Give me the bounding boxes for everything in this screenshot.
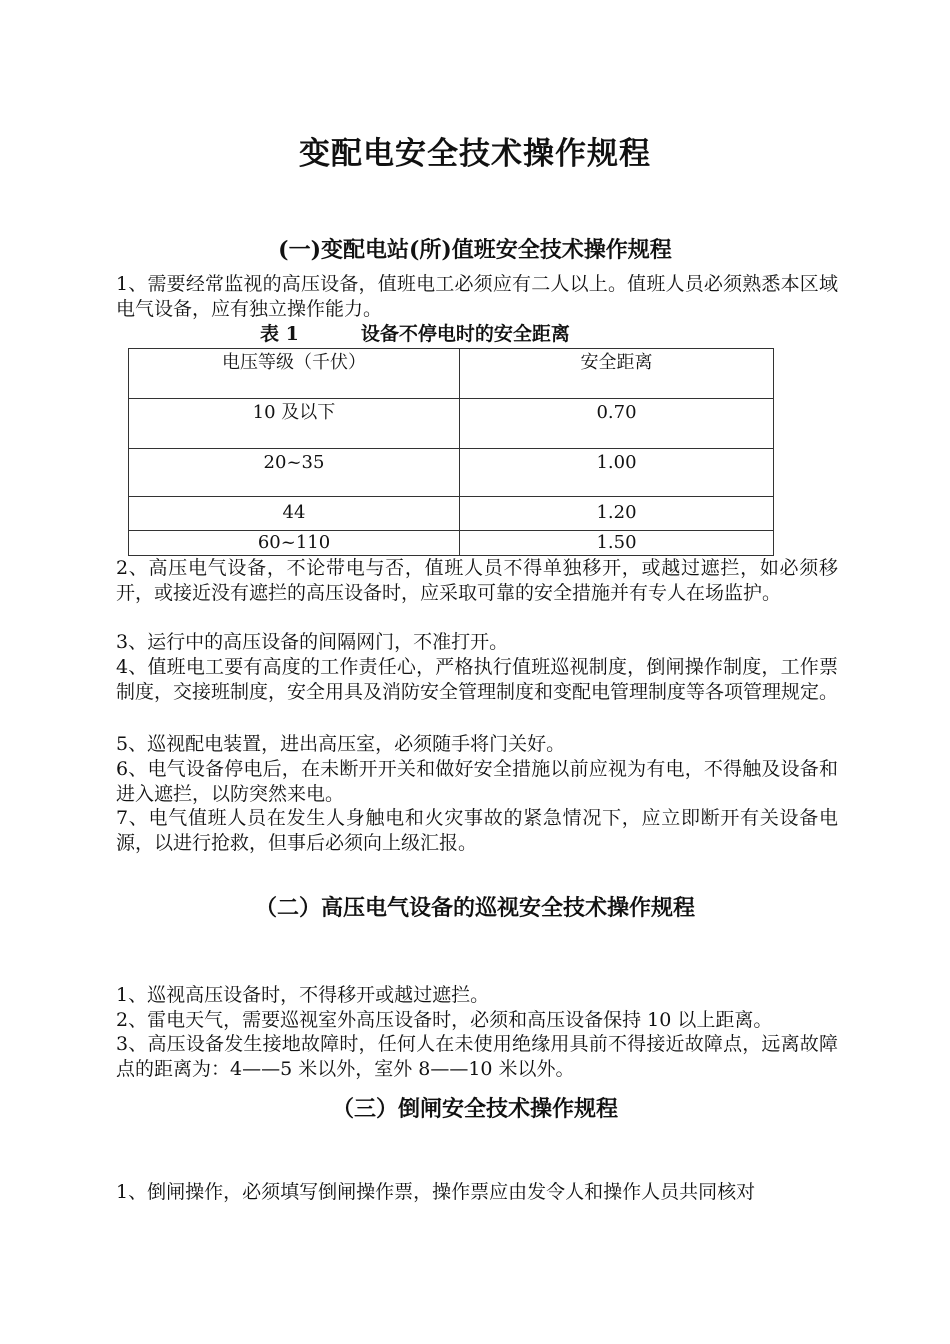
section3-heading: （三）倒闸安全技术操作规程 bbox=[331, 1096, 618, 1122]
section1-paragraph-1: 1、需要经常监视的高压设备，值班电工必须应有二人以上。值班人员必须熟悉本区域电气设备，应有独立操作能力。 bbox=[116, 273, 838, 320]
table-cell: 20~35 bbox=[129, 449, 460, 497]
section1-paragraph-4: 4、值班电工要有高度的工作责任心，严格执行值班巡视制度，倒闸操作制度，工作票制度，交接班制度，安全用具及消防安全管理制度和变配电管理制度等各项管理规定。 bbox=[116, 656, 839, 703]
section2-paragraph-2: 2、雷电天气，需要巡视室外高压设备时，必须和高压设备保持 10 以上距离。 bbox=[116, 1009, 773, 1031]
section2-paragraph-1: 1、巡视高压设备时，不得移开或越过遮拦。 bbox=[116, 984, 490, 1006]
table-row bbox=[129, 531, 774, 556]
section1-paragraph-6: 6、电气设备停电后，在未断开开关和做好安全措施以前应视为有电，不得触及设备和进入遮拦，以防突然来电。 bbox=[116, 758, 838, 805]
section1-paragraph-2: 2、高压电气设备，不论带电与否，值班人员不得单独移开，或越过遮拦，如必须移开，或接近没有遮拦的高压设备时，应采取可靠的安全措施并有专人在场监护。 bbox=[116, 557, 838, 604]
section1-paragraph-5: 5、巡视配电装置，进出高压室，必须随手将门关好。 bbox=[116, 733, 566, 755]
section3-paragraph-1: 1、倒闸操作，必须填写倒闸操作票，操作票应由发令人和操作人员共同核对 bbox=[116, 1181, 756, 1203]
table-row bbox=[129, 449, 774, 497]
table-row bbox=[129, 497, 774, 531]
table-cell: 1.20 bbox=[460, 497, 774, 531]
section1-heading: (一)变配电站(所)值班安全技术操作规程 bbox=[278, 237, 672, 263]
page-title: 变配电安全技术操作规程 bbox=[299, 136, 651, 172]
section1-paragraph-7: 7、电气值班人员在发生人身触电和火灾事故的紧急情况下，应立即断开有关设备电源，以进行抢救，但事后必须向上级汇报。 bbox=[116, 807, 838, 854]
table-cell: 0.70 bbox=[460, 399, 774, 449]
table-cell: 1.50 bbox=[460, 531, 774, 556]
table-cell: 1.00 bbox=[460, 449, 774, 497]
section2-paragraph-3: 3、高压设备发生接地故障时，任何人在未使用绝缘用具前不得接近故障点，远离故障点的距离为：4——5 米以外，室外 8——10 米以外。 bbox=[116, 1033, 838, 1080]
table-header-row bbox=[129, 349, 774, 399]
table-cell: 44 bbox=[129, 497, 460, 531]
table-header-cell: 电压等级（千伏） bbox=[129, 349, 460, 399]
section2-heading: （二）高压电气设备的巡视安全技术操作规程 bbox=[254, 895, 695, 921]
table-caption bbox=[260, 322, 570, 346]
section1-paragraph-3: 3、运行中的高压设备的间隔网门，不准打开。 bbox=[116, 631, 509, 653]
table-header-cell: 安全距离 bbox=[460, 349, 774, 399]
table-cell: 10 及以下 bbox=[129, 399, 460, 449]
table-caption-number: 表 1 bbox=[260, 323, 299, 345]
table-row bbox=[129, 399, 774, 449]
table-caption-title: 设备不停电时的安全距离 bbox=[360, 323, 570, 345]
table-cell: 60~110 bbox=[129, 531, 460, 556]
safety-distance-table bbox=[128, 348, 774, 556]
